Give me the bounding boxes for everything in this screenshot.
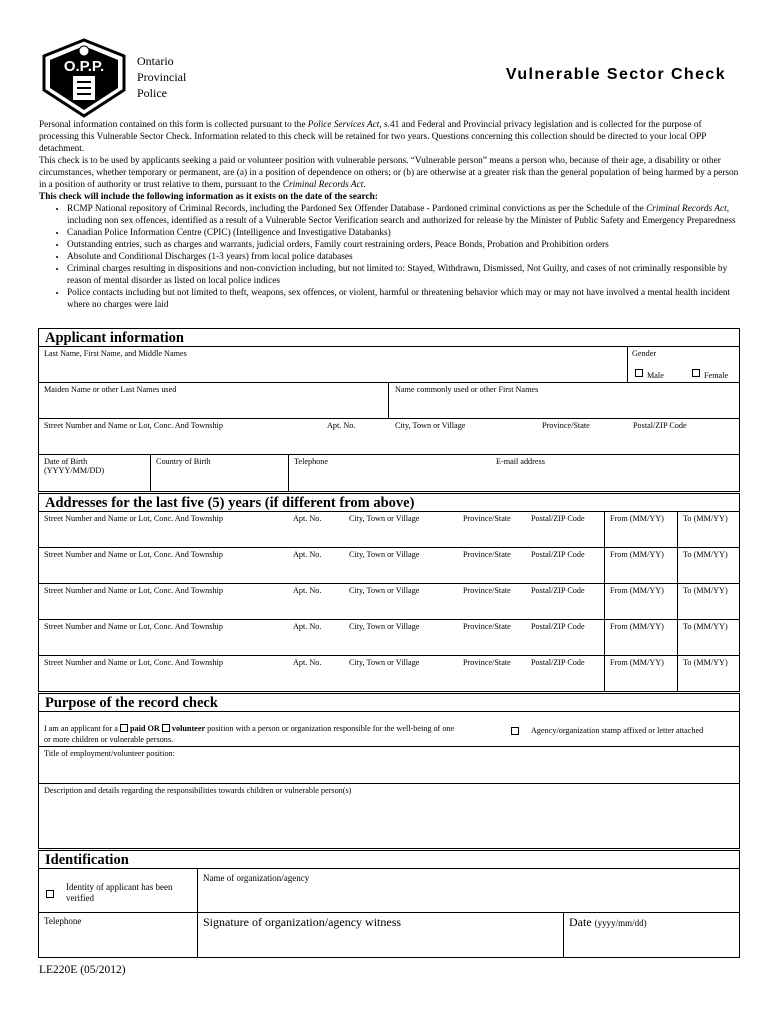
common-name-label: Name commonly used or other First Names (395, 385, 539, 394)
addr-province-label: Province/State (463, 658, 511, 667)
telephone-label: Telephone (294, 457, 328, 466)
addr-postal-label: Postal/ZIP Code (531, 658, 585, 667)
org-name: Ontario Provincial Police (137, 54, 187, 100)
addr-from-label: From (MM/YY) (610, 586, 664, 595)
addr-to-label: To (MM/YY) (683, 658, 728, 667)
list-item: • Outstanding entries, such as charges and warrants, judicial orders, Family court restraining orders, Peace Bonds, Probation and Prohibition orders (67, 239, 739, 251)
id-telephone-label: Telephone (44, 916, 82, 926)
addr-province-label: Province/State (463, 550, 511, 559)
dob-label: Date of Birth (44, 457, 88, 466)
addr-postal-label: Postal/ZIP Code (531, 514, 585, 523)
signature-label: Signature of organization/agency witness (203, 915, 402, 929)
list-item: • Police contacts including but not limited to theft, weapons, sex offences, or violent, harmful or threatening behavior which may or may not have involved a mental health incident where no charges were laid (67, 287, 739, 311)
addr-to-label: To (MM/YY) (683, 514, 728, 523)
paid-checkbox[interactable] (120, 724, 128, 732)
address-history-row-field[interactable] (39, 597, 739, 619)
male-label: Male (647, 371, 664, 380)
addr-city-label: City, Town or Village (349, 622, 420, 631)
addr-street-label: Street Number and Name or Lot, Conc. And Township (44, 658, 223, 667)
postal-label: Postal/ZIP Code (633, 421, 687, 430)
common-name-field[interactable] (390, 396, 738, 416)
job-title-label: Title of employment/volunteer position: (44, 749, 175, 758)
female-checkbox[interactable] (692, 369, 700, 377)
intro-text: Personal information contained on this form is collected pursuant to the Police Services Act, s.41 and Federal and Provincial privacy legislation and is collected for the purpose of processing this Vulnerable Sector Check. Information related to this check will be retained for two years. Questions concerning this collection should be directed to your local OPP detachment. This check is to be used by applicants seeking a paid or volunteer position with vulnerable persons. “Vulnerable person” means a person who, because of their age, a disability or other circumstances, whether temporary or permanent, are (a) in a position of dependence on others; or (b) are otherwise at a greater risk than the general population of being harmed by a person in a position of authority or trust relative to them, pursuant to the Criminal Records Act. This check will include the following information as it exists on the date of the search: • RCMP National repository of Criminal Records, including the Pardoned Sex Offender Database - Pardoned criminal convictions as per the Schedule of the Criminal Records Act, including non sex offences, identified as a result of a Vulnerable Sector Verification search and authorized for release by the Minister of Public Safety and Emergency Preparedness • Canadian Police Information Centre (CPIC) (Intelligence and Investigative Databanks) • Outstanding entries, such as charges and warrants, judicial orders, Family court restraining orders, Peace Bonds, Probation and Prohibition orders • Absolute and Conditional Discharges (1-3 years) from local police databases • Criminal charges resulting in dispositions and non-conviction including, but not limited to: Stayed, Withdrawn, Dismissed, Not Guilty, and cases of not criminally responsible by reason of mental disorder as listed on local police indices • Police contacts including but not limited to theft, weapons, sex offences, or violent, harmful or threatening behavior which may or may not have involved a mental health incident where no charges were laid (39, 119, 739, 311)
addr-postal-label: Postal/ZIP Code (531, 586, 585, 595)
addr-apt-label: Apt. No. (293, 658, 322, 667)
addresses-heading: Addresses for the last five (5) years (if different from above) (38, 493, 740, 512)
identity-verified-checkbox[interactable] (46, 890, 54, 898)
address-history-row-field[interactable] (39, 633, 739, 655)
date-field[interactable] (565, 930, 739, 956)
identity-verified-label: Identity of applicant has been verified (66, 882, 173, 903)
addr-apt-label: Apt. No. (293, 586, 322, 595)
province-label: Province/State (542, 421, 590, 430)
addr-apt-label: Apt. No. (293, 514, 322, 523)
addr-city-label: City, Town or Village (349, 514, 420, 523)
stamp-label: Agency/organization stamp affixed or letter attached (531, 726, 704, 735)
address-history-row-field[interactable] (39, 669, 739, 691)
addr-street-label: Street Number and Name or Lot, Conc. And Township (44, 586, 223, 595)
dob-contact-field[interactable] (39, 476, 739, 491)
volunteer-checkbox[interactable] (162, 724, 170, 732)
addr-to-label: To (MM/YY) (683, 586, 728, 595)
email-label: E-mail address (496, 457, 545, 466)
city-label: City, Town or Village (395, 421, 466, 430)
addr-province-label: Province/State (463, 586, 511, 595)
addr-from-label: From (MM/YY) (610, 514, 664, 523)
description-field[interactable] (39, 797, 739, 847)
list-item: • RCMP National repository of Criminal Records, including the Pardoned Sex Offender Database - Pardoned criminal convictions as per the Schedule of the Criminal Records Act, including non sex offences, identified as a result of a Vulnerable Sector Verification search and authorized for release by the Minister of Public Safety and Emergency Preparedness (67, 203, 739, 227)
addr-from-label: From (MM/YY) (610, 658, 664, 667)
purpose-heading: Purpose of the record check (38, 693, 740, 712)
last-name-label: Last Name, First Name, and Middle Names (44, 349, 187, 358)
addr-to-label: To (MM/YY) (683, 550, 728, 559)
addr-postal-label: Postal/ZIP Code (531, 550, 585, 559)
applicant-statement-2: or more children or vulnerable persons. (44, 735, 174, 744)
addr-province-label: Province/State (463, 514, 511, 523)
addr-province-label: Province/State (463, 622, 511, 631)
addr-city-label: City, Town or Village (349, 550, 420, 559)
svg-text:O.P.P.: O.P.P. (63, 58, 105, 75)
list-item: • Criminal charges resulting in dispositions and non-conviction including, but not limited to: Stayed, Withdrawn, Dismissed, Not Guilty, and cases of not criminally responsible by reason of mental disorder as listed on local police indices (67, 263, 739, 287)
male-checkbox[interactable] (635, 369, 643, 377)
id-telephone-field[interactable] (39, 930, 196, 956)
form-code: LE220E (05/2012) (39, 964, 126, 976)
address-history-row-field[interactable] (39, 561, 739, 583)
list-item: • Canadian Police Information Centre (CPIC) (Intelligence and Investigative Databanks) (67, 227, 739, 239)
org-name-field[interactable] (199, 886, 739, 910)
addr-apt-label: Apt. No. (293, 550, 322, 559)
maiden-name-label: Maiden Name or other Last Names used (44, 385, 177, 394)
identification-heading: Identification (38, 850, 740, 869)
opp-logo (38, 38, 130, 118)
stamp-checkbox[interactable] (511, 727, 519, 735)
addr-city-label: City, Town or Village (349, 586, 420, 595)
last-name-field[interactable] (39, 360, 626, 380)
addr-street-label: Street Number and Name or Lot, Conc. And Township (44, 622, 223, 631)
maiden-name-field[interactable] (39, 396, 387, 416)
applicant-heading: Applicant information (38, 328, 740, 347)
addr-from-label: From (MM/YY) (610, 550, 664, 559)
female-label: Female (704, 371, 729, 380)
dob-format: (YYYY/MM/DD) (44, 466, 105, 475)
street-label: Street Number and Name or Lot, Conc. And Township (44, 421, 223, 430)
date-label: Date (yyyy/mm/dd) (569, 915, 647, 929)
job-title-field[interactable] (39, 760, 739, 781)
country-label: Country of Birth (156, 457, 211, 466)
addr-street-label: Street Number and Name or Lot, Conc. And Township (44, 514, 223, 523)
addr-from-label: From (MM/YY) (610, 622, 664, 631)
addr-to-label: To (MM/YY) (683, 622, 728, 631)
address-field[interactable] (39, 432, 739, 452)
addr-apt-label: Apt. No. (293, 622, 322, 631)
form-title: Vulnerable Sector Check (505, 66, 726, 83)
addr-postal-label: Postal/ZIP Code (531, 622, 585, 631)
org-name-label: Name of organization/agency (203, 873, 310, 883)
description-label: Description and details regarding the responsibilities towards children or vulnerable person(s) (44, 786, 352, 795)
address-history-row-field[interactable] (39, 525, 739, 547)
gender-label: Gender (632, 349, 657, 358)
addr-street-label: Street Number and Name or Lot, Conc. And Township (44, 550, 223, 559)
list-item: • Absolute and Conditional Discharges (1-3 years) from local police databases (67, 251, 739, 263)
addr-city-label: City, Town or Village (349, 658, 420, 667)
signature-field[interactable] (199, 930, 561, 956)
applicant-statement: I am an applicant for a paid OR volunteer position with a person or organization responsible for the well-being of one (44, 724, 455, 733)
apt-label: Apt. No. (327, 421, 356, 430)
